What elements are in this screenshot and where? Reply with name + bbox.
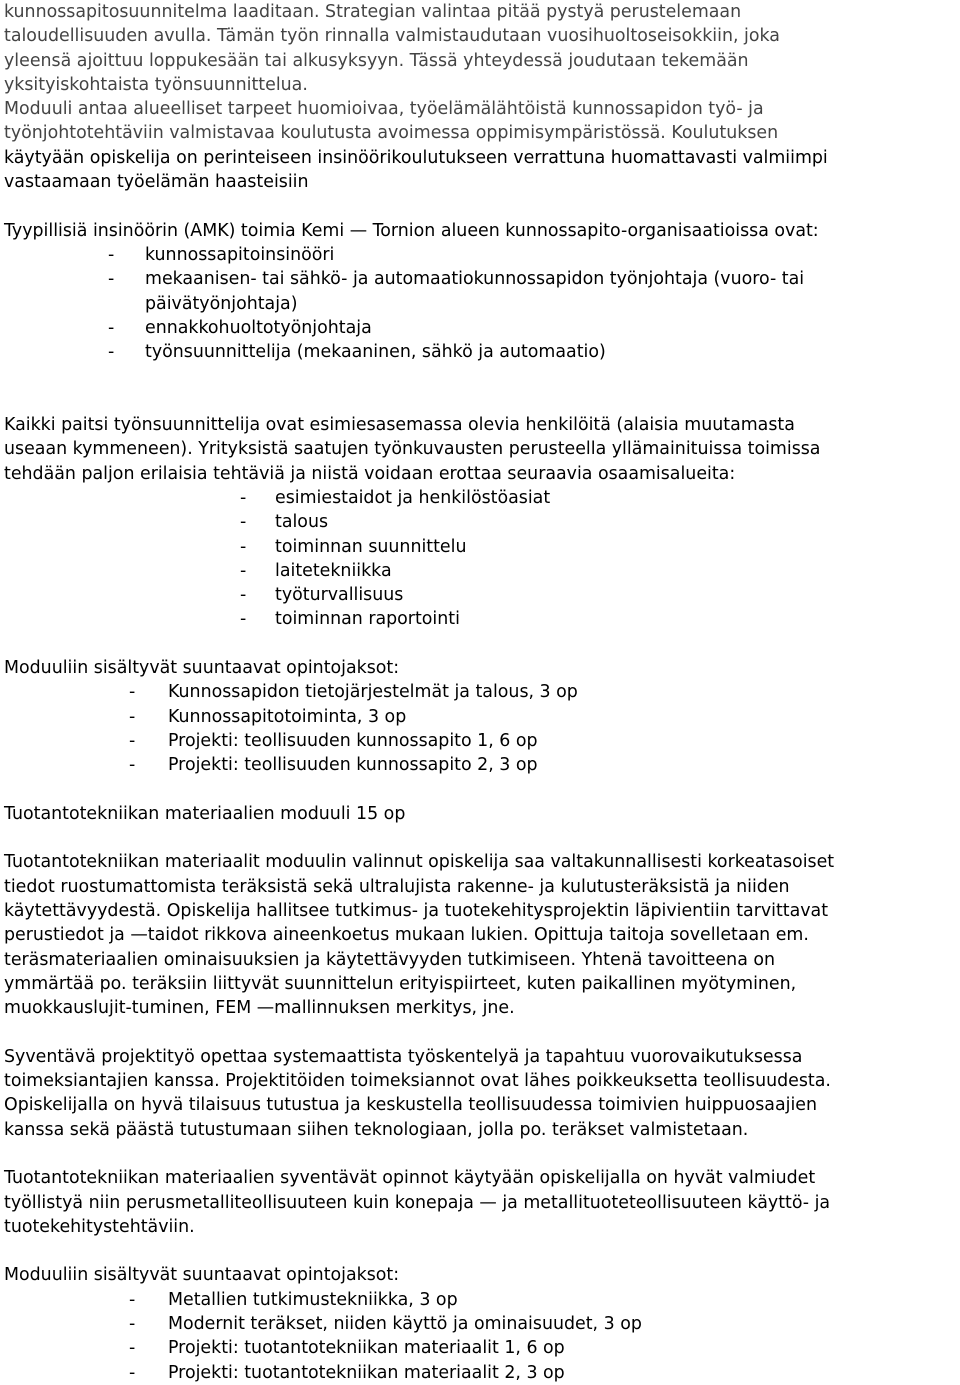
text-line: yleensä ajoittuu loppukesään tai alkusyksyyn. Tässä yhteydessä joudutaan tekemään [4,50,749,71]
list-item-text: esimiestaidot ja henkilöstöasiat [275,487,551,508]
list-dash: - [240,585,247,606]
text-line: Moduuli antaa alueelliset tarpeet huomioivaa, työelämälähtöistä kunnossapidon työ- ja [4,99,764,120]
list-dash: - [240,487,247,508]
list-dash: - [108,317,115,338]
competence-areas-list [4,486,958,632]
list-item [4,340,958,364]
list-dash: - [240,609,247,630]
text-line: ymmärtää po. teräksiin liittyvät suunnittelun erityispiirteet, kuten paikallinen myötyminen, [4,973,797,994]
courses-list [4,1288,958,1385]
text-line: tehdään paljon erilaisia tehtäviä ja niistä voidaan erottaa seuraavia osaamisalueita: [4,463,736,484]
text-line: Tuotantotekniikan materiaalit moduulin valinnut opiskelija saa valtakunnallisesti korkeatasoiset [4,852,835,873]
list-dash: - [129,730,136,751]
list-item [4,510,958,534]
list-item [4,1361,958,1385]
list-dash: - [129,706,136,727]
project-paragraph [4,1045,958,1142]
text-line: käytettävyydestä. Opiskelija hallitsee tutkimus- ja tuotekehitysprojektin läpivientiin tarvittavat [4,900,829,921]
supervisor-paragraph [4,413,958,486]
list-item-text: toiminnan suunnittelu [275,536,467,557]
text-line: tuotekehitystehtäviin. [4,1216,195,1237]
list-item-text: Projekti: tuotantotekniikan materiaalit 2, 3 op [168,1362,565,1383]
list-dash: - [129,682,136,703]
list-item [4,559,958,583]
list-dash: - [129,1314,136,1335]
text-line: perustiedot ja —taidot rikkova aineenkoetus mukaan lukien. Opittuja taitoja sovelletaan em. [4,925,809,946]
list-item-text: Projekti: tuotantotekniikan materiaalit 1, 6 op [168,1338,565,1359]
list-item [4,753,958,777]
text-line: tiedot ruostumattomista teräksistä sekä ultralujista rakenne- ja kulutusteräksistä ja niiden [4,876,790,897]
list-item [4,1288,958,1312]
roles-list [4,243,958,364]
list-item-text: Metallien tutkimustekniikka, 3 op [168,1289,458,1310]
list-item-text: ennakkohuoltotyönjohtaja [145,317,372,338]
list-dash: - [129,1338,136,1359]
text-line: taloudellisuuden avulla. Tämän työn rinnalla valmistaudutaan vuosihuoltoseisokkiin, joka [4,26,780,47]
list-item-text: Kunnossapitotoiminta, 3 op [168,706,407,727]
list-item-text: Projekti: teollisuuden kunnossapito 1, 6 op [168,730,538,751]
list-item-text: toiminnan raportointi [275,609,460,630]
module-description-paragraph [4,97,958,194]
list-item-text: työnsuunnittelija (mekaaninen, sähkö ja automaatio) [145,342,606,363]
list-dash: - [108,244,115,265]
list-item [4,486,958,510]
list-item-text: kunnossapitoinsinööri [145,244,335,265]
list-item [4,607,958,631]
intro-paragraph [4,0,958,97]
list-item [4,680,958,704]
roles-heading: Tyypillisiä insinöörin (AMK) toimia Kemi — Tornion alueen kunnossapito-organisaatioissa ovat: [4,220,819,241]
text-line: useaan kymmeneen). Yrityksistä saatujen työnkuvausten perusteella yllämainituissa toimissa [4,439,821,460]
text-line: vastaamaan työelämän haasteisiin [4,172,309,193]
list-item [4,267,958,316]
list-item [4,705,958,729]
text-line: Kaikki paitsi työnsuunnittelija ovat esimiesasemassa olevia henkilöitä (alaisia muutamasta [4,415,795,436]
list-item-text: työturvallisuus [275,585,404,606]
list-item-text: talous [275,512,329,533]
list-item-text: Modernit teräkset, niiden käyttö ja ominaisuudet, 3 op [168,1314,642,1335]
list-dash: - [129,1362,136,1383]
list-item [4,1312,958,1336]
text-line: Opiskelijalla on hyvä tilaisuus tutustua ja keskustella teollisuudessa toimivien huippuosaajien [4,1095,818,1116]
list-item-text: Projekti: teollisuuden kunnossapito 2, 3 op [168,755,538,776]
text-line: käytyään opiskelija on perinteiseen insinöörikoulutukseen verrattuna huomattavasti valmiimpi [4,147,828,168]
list-item-text: Kunnossapidon tietojärjestelmät ja talous, 3 op [168,682,578,703]
text-line: teräsmateriaalien ominaisuuksien ja käytettävyyden tutkimiseen. Yhtenä tavoitteena on [4,949,776,970]
courses-heading: Moduuliin sisältyvät suuntaavat opintojaksot: [4,1265,400,1286]
list-item [4,583,958,607]
text-line: kanssa sekä päästä tutustumaan siihen teknologiaan, jolla po. teräkset valmistetaan. [4,1119,749,1140]
list-item [4,243,958,267]
employment-paragraph [4,1166,958,1239]
text-line: Tuotantotekniikan materiaalien syventävät opinnot käytyään opiskelijalla on hyvät valmiudet [4,1168,816,1189]
text-line: työnjohtotehtäviin valmistavaa koulutusta avoimessa oppimisympäristössä. Koulutuksen [4,123,779,144]
courses-list [4,680,958,777]
list-dash: - [240,536,247,557]
list-item [4,535,958,559]
list-dash: - [108,342,115,363]
list-dash: - [129,1289,136,1310]
text-line: työllistyä niin perusmetalliteollisuuteen kuin konepaja — ja metallituoteteollisuuteen käyttö- ja [4,1192,831,1213]
list-dash: - [108,269,115,290]
text-line: toimeksiantajien kanssa. Projektitöiden toimeksiannot ovat lähes poikkeuksetta teollisuudesta. [4,1071,831,1092]
list-item [4,1336,958,1360]
list-item [4,316,958,340]
list-dash: - [129,755,136,776]
module-title: Tuotantotekniikan materiaalien moduuli 15 op [4,803,406,824]
list-item-text: mekaanisen- tai sähkö- ja automaatiokunnossapidon työnjohtaja (vuoro- tai päivätyönjohtaja) [145,269,805,314]
module-description-paragraph [4,850,958,1020]
text-line: Syventävä projektityö opettaa systemaattista työskentelyä ja tapahtuu vuorovaikutuksessa [4,1046,803,1067]
text-line: kunnossapitosuunnitelma laaditaan. Strategian valintaa pitää pystyä perustelemaan [4,2,742,22]
text-line: yksityiskohtaista työnsuunnittelua. [4,74,308,95]
list-dash: - [240,560,247,581]
list-item [4,729,958,753]
list-dash: - [240,512,247,533]
courses-heading: Moduuliin sisältyvät suuntaavat opintojaksot: [4,658,400,679]
list-item-text: laitetekniikka [275,560,392,581]
text-line: muokkauslujit-tuminen, FEM —mallinnuksen merkitys, jne. [4,998,515,1019]
document-page [4,0,958,1385]
